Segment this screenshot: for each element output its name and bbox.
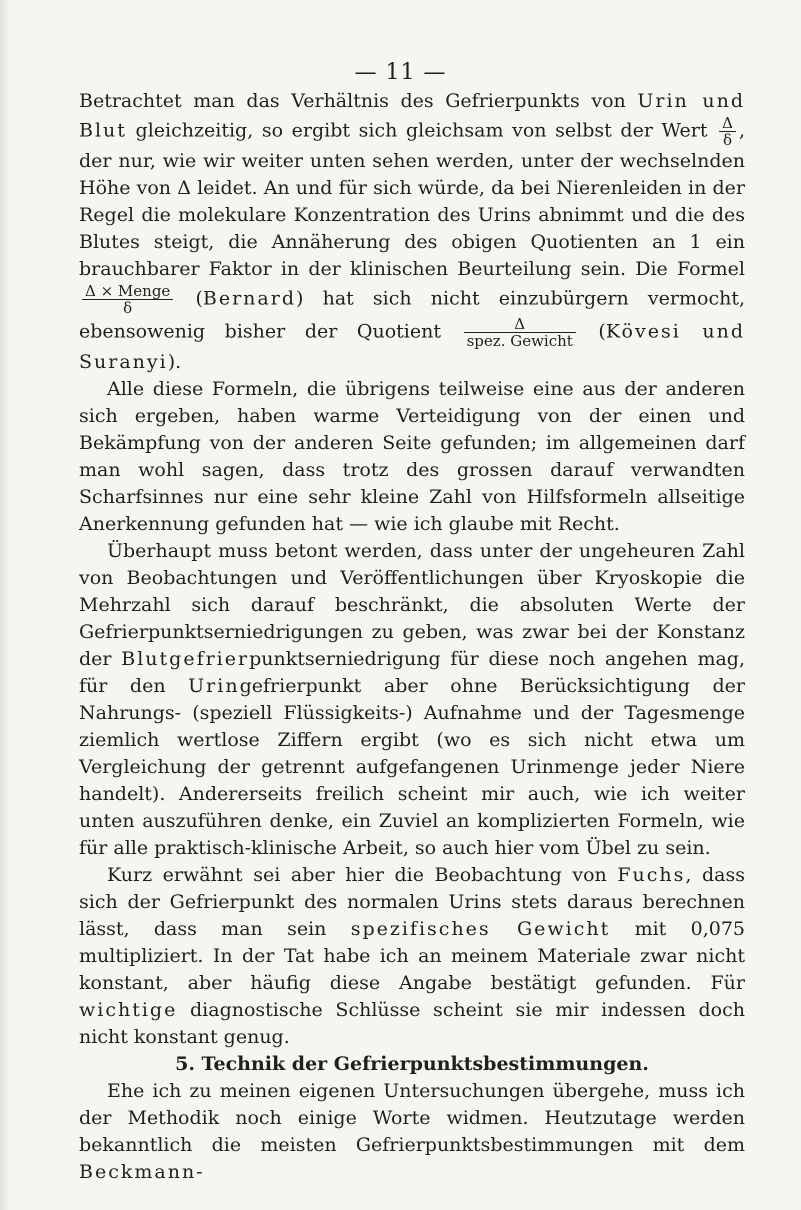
text-run: Betrachtet man das Verhältnis des Gefrierpunkts von <box>79 90 638 112</box>
fraction-numerator: Δ <box>719 115 736 132</box>
section-heading: 5. Technik der Gefrierpunktsbestimmungen. <box>175 1053 649 1075</box>
fraction-formel <box>82 283 173 316</box>
text-run: mit 0,075 multipliziert. In der Tat habe ich an meinem Materiale zwar nicht konstant, aber häufig diese Angabe bestätigt gefunden. Für <box>79 918 746 994</box>
fraction-quotient <box>464 316 576 349</box>
text-run: leidet. An und für sich würde, da bei Nierenleiden in der Regel die molekulare Konzentration des Urins abnimmt und die des Blutes steigt, die Annäherung des obigen Quotienten an 1 ein brauchbarer Faktor in der klinischen Beurteilung sein. Die Formel <box>79 177 745 280</box>
emphasis-urin-und-blut: Urin und Blut <box>79 90 745 142</box>
author-kovesi-suranyi: Kövesi und Suranyi <box>79 320 746 373</box>
fraction-numerator: Δ × Menge <box>82 283 173 300</box>
delta-symbol: Δ <box>177 177 191 199</box>
fraction-denominator: δ <box>123 299 133 317</box>
text-run: diagnostische Schlüsse scheint sie mir indessen doch nicht konstant genug. <box>79 999 745 1048</box>
fraction-delta-over-delta <box>719 115 736 148</box>
text-run: Überhaupt muss betont werden, dass unter der ungeheuren Zahl von Beobachtungen und Veröffentlichungen über Kryoskopie die Mehrzahl sich darauf beschränkt, die absoluten Werte der Gefrierpunktserniedrigungen zu geben, was zwar bei der Konstanz der <box>79 540 745 670</box>
author-beckmann: Beckmann- <box>79 1161 205 1183</box>
text-run: , dass sich der Gefrierpunkt des normalen Urins stets daraus berechnen lässt, dass man sein <box>79 864 745 940</box>
body-text <box>79 88 745 1186</box>
author-fuchs: Fuchs <box>617 864 686 886</box>
text-run: gefrierpunkt aber ohne Berücksichtigung der Nahrungs- (speziell Flüssigkeits-) Aufnahme und der Tagesmenge ziemlich wertlose Ziffern ergibt (wo es sich nicht etwa um Vergleichung der getrennt aufgefangenen Urinmenge jeder Niere handelt). Andererseits freilich scheint mir auch, wie ich weiter unten auszuführen denke, ein Zuviel an komplizierten Formeln, wie für alle praktisch-klinische Arbeit, so auch hier vom Übel zu sein. <box>79 675 745 859</box>
text-run: Ehe ich zu meinen eigenen Untersuchungen übergehe, muss ich der Methodik noch einige Worte widmen. Heutzutage werden bekanntlich die meisten Gefrierpunktsbestimmungen mit dem <box>79 1080 745 1156</box>
paragraph-2: Alle diese Formeln, die übrigens teilweise eine aus der anderen sich ergeben, haben warme Verteidigung von der einen und Bekämpfung von der anderen Seite gefunden; im allgemeinen darf man wohl sagen, dass trotz des grossen darauf verwandten Scharfsinnes nur eine sehr kleine Zahl von Hilfsformeln allseitige Anerkennung gefunden hat — wie ich glaube mit Recht. <box>79 378 745 535</box>
emphasis-blut: Blutgefrier <box>121 648 250 670</box>
fraction-denominator: δ <box>723 131 733 149</box>
paragraph-3 <box>79 538 745 862</box>
page-edge-shadow <box>0 0 10 1210</box>
author-bernard: Bernard <box>202 287 296 310</box>
text-run: hat sich nicht einzubürgern vermocht, ebensowenig bisher der Quotient <box>79 287 746 343</box>
paragraph-1: Betrachtet man das Verhältnis des Gefrierpunkts von Urin und Blut gleichzeitig, so ergibt sich gleichsam von selbst der Wert $\frac{\Delta}{\delta}$ , der nur, wie wir weiter unten sehen werden, unter der wechselnden Höhe von Δ leidet. An und für sich würde, da bei Nierenleiden in der Regel die molekulare Konzentration des Urins abnimmt und die des Blutes steigt, die Annäherung des obigen Quotienten an 1 ein brauchbarer Faktor in der klinischen Beurteilung sein. Die Formel $\frac{\text{Δ × Menge}}{\delta}$ (Bernard) hat sich nicht einzubürgern vermocht, ebensowenig bisher der Quotient $\frac{\Delta}{\text{spez. Gewicht}}$ (Kövesi und Suranyi). <box>79 90 746 373</box>
text-run: . <box>175 351 182 373</box>
emphasis-spezifisches-gewicht: spezifisches Gewicht <box>350 918 611 940</box>
paragraph-4 <box>79 862 745 1051</box>
text-run: gleichzeitig, so ergibt sich gleichsam von selbst der Wert <box>126 119 717 142</box>
page-number: — 11 — <box>354 60 447 85</box>
text-run: Kurz erwähnt sei aber hier die Beobachtung von <box>107 864 618 886</box>
fraction-denominator: spez. Gewicht <box>466 332 573 350</box>
text-run: , der nur, wie wir weiter unten sehen werden, unter der wechselnden Höhe von <box>79 119 745 199</box>
emphasis-wichtige: wichtige <box>79 999 178 1021</box>
text-run: punktserniedrigung für diese noch angehen mag, für den <box>79 648 746 697</box>
fraction-numerator: Δ <box>464 316 576 333</box>
paragraph-5 <box>79 1078 745 1186</box>
emphasis-urin: Urin <box>188 675 240 697</box>
